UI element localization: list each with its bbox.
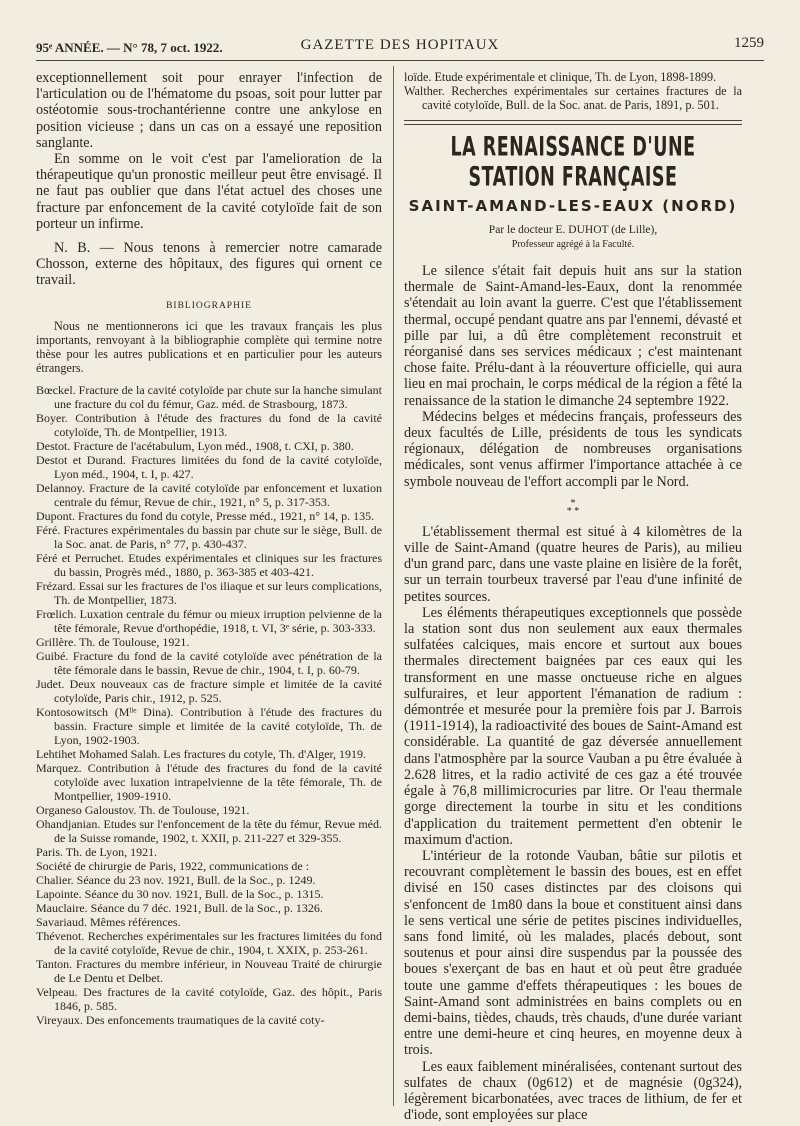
bibliography-entry: Féré. Fractures expérimentales du bassin par chute sur le siège, Bull. de la Soc. anat. de Paris, n° 77, p. 430-437. — [36, 522, 382, 551]
bibliography-entry: Kontosowitsch (Mˡˡᵉ Dina). Contribution à l'étude des fractures du bassin. Fracture simple et limitée de la cavité cotyloïde, Th. de Lyon, 1902-1903. — [36, 704, 382, 747]
bibliography-entry: Paris. Th. de Lyon, 1921. — [36, 844, 158, 859]
article-title: LA RENAISSANCE D'UNE STATION FRANÇAISE — [450, 133, 696, 193]
article-subtitle: SAINT-AMAND-LES-EAUX (NORD) — [408, 197, 738, 215]
section-rule — [404, 120, 742, 125]
page-header — [36, 32, 764, 60]
bibliography-entry: Guibé. Fracture du fond de la cavité cotyloïde avec pénétration de la tête fémorale dans le bassin, Revue de chir., 1904, t. I, p. 60-79. — [36, 648, 382, 677]
bibliography-entry: Lehtihet Mohamed Salah. Les fractures du cotyle, Th. d'Alger, 1919. — [36, 746, 367, 761]
bibliography-entry: Velpeau. Des fractures de la cavité cotyloïde, Gaz. des hôpit., Paris 1846, p. 585. — [36, 984, 382, 1013]
bibliography-entry: Société de chirurgie de Paris, 1922, communications de : — [36, 858, 310, 873]
paragraph: Les éléments thérapeutiques exceptionnels que possède la station sont dus non seulement aux eaux thermales sulfatées calciques, mais encore et surtout aux boues thermales directement baignées par ces eaux qui les transforment en une masse onctueuse riche en algues sulfuraires, et leur apportent l'émanation de radium : démontrée et mesurée pour la première fois par J. Barrois (1911-1914), la radioactivité des boues de Saint-Amand est considérable. La quantité de gaz déversée annuellement dans l'atmosphère par la source Vauban a pu être évaluée à 2.628 litres, et la radio activité de ces gaz a été trouvée égale à 76,8 millimicrocuries par litre. Or l'eau thermale gorge directement la tourbe in situ et les conditions d'application du traitement permettent d'en obtenir le maximum d'action. — [404, 604, 742, 848]
acknowledgement: N. B. — Nous tenons à remercier notre camarade Chosson, externe des hôpitaux, des figures qui ornent ce travail. — [36, 240, 382, 289]
paragraph: Médecins belges et médecins français, professeurs des deux facultés de Lille, présidents de tous les syndicats régionaux, délégation de nombreuses organisations médicales, sont venus affirmer l'importance attachée à ce symbole nouveau de l'effort accompli par le Nord. — [404, 408, 742, 490]
page-number: 1259 — [734, 35, 764, 51]
bibliography-entry: Grillère. Th. de Toulouse, 1921. — [36, 634, 190, 649]
right-column — [404, 70, 742, 1124]
bibliography-entry: Judet. Deux nouveaux cas de fracture simple et limitée de la cavité cotyloïde, Paris chir., 1912, p. 525. — [36, 676, 382, 705]
bibliography-entry: loïde. Etude expérimentale et clinique, Th. de Lyon, 1898-1899. — [404, 70, 717, 84]
paragraph: exceptionnellement soit pour enrayer l'infection de l'articulation ou de l'hématome du psoas, soit pour lutter par ostéotomie sous-trochantérienne contre une ankylose en position vicieuse ; dans un cas on a essayé une reposition sanglante. — [36, 70, 382, 151]
bibliography-entry: Savariaud. Mêmes références. — [36, 914, 181, 929]
paragraph: Les eaux faiblement minéralisées, contenant surtout des sulfates de chaux (0g612) et de magnésie (0g324), légèrement bicarbonatées, avec traces de lithium, de fer et d'iode, sont employées sur place — [404, 1058, 742, 1124]
paragraph: Le silence s'était fait depuis huit ans sur la station thermale de Saint-Amand-les-Eaux, dont la renommée s'étendait au loin avant la guerre. C'est que l'établissement thermal, occupé pendant quatre ans par l'ennemi, dévasté et pille par lui, a dû être complètement reconstruit et réorganisé dans ses services médicaux ; c'est maintenant chose faite. Prélu-dant à la réouverture officielle, qui aura lieu en mai prochain, le corps médical de la région a fêté la renaissance de la station le dimanche 24 septembre 1922. — [404, 263, 742, 409]
bibliography-entry: Lapointe. Séance du 30 nov. 1921, Bull. de la Soc., p. 1315. — [36, 886, 324, 901]
header-rule — [36, 60, 764, 61]
author-line: Par le docteur E. DUHOT (de Lille), — [488, 224, 658, 236]
paragraph: L'intérieur de la rotonde Vauban, bâtie sur pilotis et recouvrant complètement le bassin des boues, est en effet divisé en 150 cases distinctes par des cloisons qui s'enfoncent de 1m80 dans la boue et constituent ainsi dans le sens vertical une série de petites piscines individuelles, sans fond limité, où les malades, placés debout, sont soutenus et pour ainsi dire suspendus par la poussée des boues s'exerçant de bas en haut et où peut être graduée toute une gamme d'effets thérapeutiques : les boues de Saint-Amand sont administrées en bains complets ou en demi-bains, tièdes, chauds, très chauds, d'une durée variant entre une demi-heure et cinq heures, en moyenne deux à trois. — [404, 847, 742, 1059]
bibliography-entry: Bœckel. Fracture de la cavité cotyloïde par chute sur la hanche simulant une fracture du col du fémur, Gaz. méd. de Strasbourg, 1873. — [36, 382, 382, 411]
bibliography-entry: Organeso Galoustov. Th. de Toulouse, 1921. — [36, 802, 250, 817]
column-divider — [393, 66, 394, 1106]
bibliography-entry: Frézard. Essai sur les fractures de l'os iliaque et sur leurs complications, Th. de Montpellier, 1873. — [36, 578, 382, 607]
paragraph: En somme on le voit c'est par l'amelioration de la thérapeutique qu'un pronostic meilleur peut être envisagé. Il ne faut pas oublier que dans l'état actuel des choses une fracture par enfoncement de la cavité cotyloïde fait de son porteur un infirme. — [36, 151, 382, 232]
issue-info: 95ᵉ ANNÉE. — N° 78, 7 oct. 1922. — [36, 40, 223, 55]
bibliography-entry: Boyer. Contribution à l'étude des fractures du fond de la cavité cotyloïde, Th. de Montpellier, 1913. — [36, 410, 382, 439]
bibliography-entry: Ohandjanian. Etudes sur l'enfoncement de la tête du fémur, Revue méd. de la Suisse romande, 1902, t. XXII, p. 211-227 et 329-355. — [36, 816, 382, 845]
bibliography-entry: Thévenot. Recherches expérimentales sur les fractures limitées du fond de la cavité cotyloïde, Revue de chir., 1904, t. XXIX, p. 253-261. — [36, 928, 382, 957]
bibliography-heading: BIBLIOGRAPHIE — [166, 300, 252, 311]
bibliography-entry: Vireyaux. Des enfoncements traumatiques de la cavité coty- — [36, 1012, 325, 1027]
bibliography-entry: Dupont. Fractures du fond du cotyle, Presse méd., 1921, n° 14, p. 135. — [36, 508, 375, 523]
bibliography-entry: Marquez. Contribution à l'étude des fractures du fond de la cavité cotyloïde avec luxation intrapelvienne de la tête fémorale, Th. de Montpellier, 1909-1910. — [36, 760, 382, 803]
bibliography-entry: Walther. Recherches expérimentales sur certaines fractures de la cavité cotyloïde, Bull. de la Soc. anat. de Paris, 1891, p. 501. — [404, 84, 742, 112]
asterism: * * * — [566, 497, 580, 517]
bibliography-intro: Nous ne mentionnerons ici que les travaux français les plus importants, renvoyant à la bibliographie complète qui termine notre thèse pour les autres publications et en particulier pour les auteurs étrangers. — [36, 318, 382, 375]
author-title: Professeur agrégé à la Faculté. — [511, 239, 635, 250]
paragraph: L'établissement thermal est situé à 4 kilomètres de la ville de Saint-Amand (quatre heures de Paris), au milieu d'un grand parc, dans une vaste plaine en lisière de la forêt, sur un terrain tourbeux traversé par l'eau d'une infinité de petites sources. — [404, 523, 742, 605]
bibliography-list — [36, 383, 382, 1027]
bibliography-entry: Destot. Fracture de l'acétabulum, Lyon méd., 1908, t. CXI, p. 380. — [36, 438, 354, 453]
journal-title: GAZETTE DES HOPITAUX — [300, 37, 500, 53]
bibliography-entry: Mauclaire. Séance du 7 déc. 1921, Bull. de la Soc., p. 1326. — [36, 900, 323, 915]
bibliography-entry: Delannoy. Fracture de la cavité cotyloïde par enfoncement et luxation centrale du fémur, Revue de chir., 1921, n° 5, p. 317-353. — [36, 480, 382, 509]
left-column — [36, 70, 382, 1106]
bibliography-entry: Chalier. Séance du 23 nov. 1921, Bull. de la Soc., p. 1249. — [36, 872, 316, 887]
bibliography-entry: Féré et Perruchet. Etudes expérimentales et cliniques sur les fractures du bassin, Progrès méd., 1880, p. 363-385 et 403-421. — [36, 550, 382, 579]
bibliography-entry: Tanton. Fractures du membre inférieur, in Nouveau Traité de chirurgie de Le Dentu et Delbet. — [36, 956, 382, 985]
bibliography-entry: Frœlich. Luxation centrale du fémur ou mieux irruption pelvienne de la tête fémorale, Revue d'orthopédie, 1918, t. VI, 3ᵉ série, p. 303-333. — [36, 606, 382, 635]
bibliography-entry: Destot et Durand. Fractures limitées du fond de la cavité cotyloïde, Lyon méd., 1904, t. I, p. 427. — [36, 452, 382, 481]
